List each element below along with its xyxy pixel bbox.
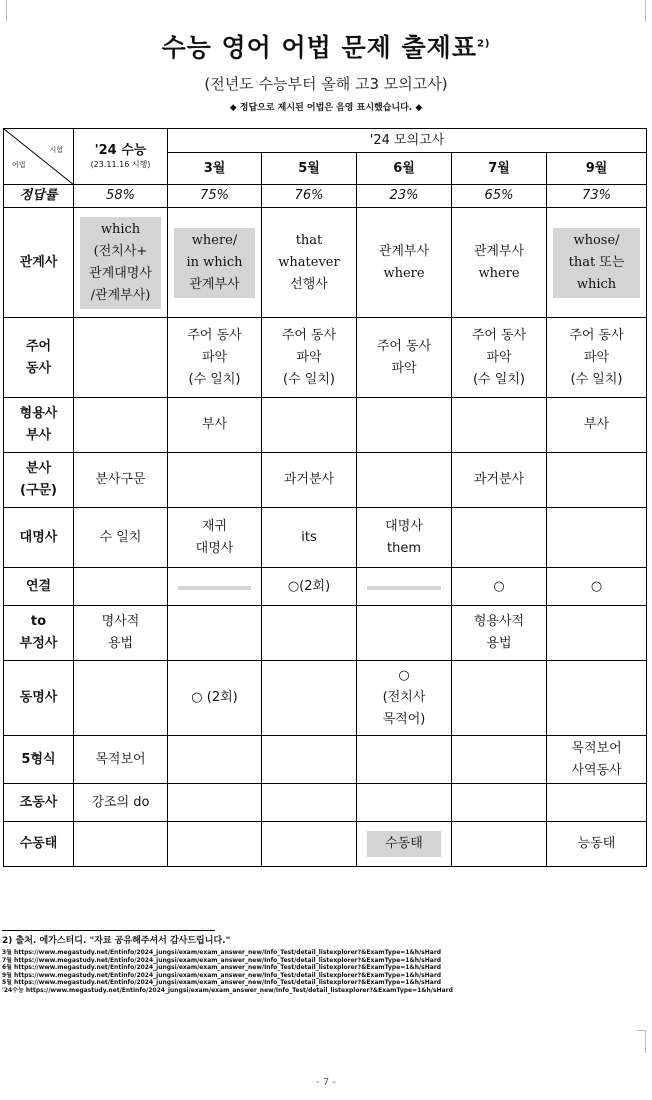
cell-text: 부사: [583, 417, 610, 432]
table-cell: [357, 208, 452, 318]
crop-mark-top-right: [637, 0, 646, 22]
cell-text: ○: [590, 578, 603, 594]
table-cell: [262, 784, 357, 822]
table-cell: [357, 453, 452, 508]
table-row: [4, 784, 647, 822]
table-cell: [357, 318, 452, 398]
table-cell: [547, 606, 647, 661]
row-label: 동명사: [4, 661, 74, 736]
table-cell: [262, 822, 357, 867]
table-cell: [74, 318, 168, 398]
table-cell: [547, 398, 647, 453]
table-row: [4, 508, 647, 568]
cell-text: 분사구문: [95, 472, 146, 487]
cell-text: 주어 동사 파악 (수 일치): [281, 327, 337, 387]
table-cell: [357, 822, 452, 867]
table-cell: [452, 606, 547, 661]
row-label: 수동태: [4, 822, 74, 867]
table-row: [4, 398, 647, 453]
cell-text: 부사: [201, 417, 228, 432]
table-cell: [547, 736, 647, 784]
cell-text: [367, 586, 441, 590]
table-row: [4, 318, 647, 398]
cell-text: 주어 동사 파악 (수 일치): [471, 327, 527, 387]
cell-text: ○(2회): [287, 578, 331, 594]
cell-text: [178, 586, 251, 590]
source-line: 9월 https://www.megastudy.net/Entinfo/2024_jungsi/exam/exam_answer_new/Info_Test/detail_listexplorer?&ExamType=1&h/sHard: [2, 971, 442, 979]
cell-text: 주어 동사 파악 (수 일치): [187, 327, 242, 387]
table-cell: [74, 822, 168, 867]
source-line: 7월 https://www.megastudy.net/Entinfo/2024_jungsi/exam/exam_answer_new/Info_Test/detail_listexplorer?&ExamType=1&h/sHard: [2, 956, 442, 964]
cell-text: 명사적 용법: [101, 614, 140, 651]
table-cell: [168, 318, 262, 398]
table-row: [4, 822, 647, 867]
table-cell: [74, 661, 168, 736]
table-row: [4, 606, 647, 661]
table-cell: [168, 208, 262, 318]
table-cell: [452, 453, 547, 508]
table-cell: [547, 822, 647, 867]
source-line: 5월 https://www.megastudy.net/Entinfo/2024_jungsi/exam/exam_answer_new/Info_Test/detail_listexplorer?&ExamType=1&h/sHard: [2, 979, 442, 987]
table-cell: [168, 736, 262, 784]
grammar-table: [3, 128, 647, 867]
cell-text: 목적보어 사역동사: [571, 740, 622, 778]
row-label: 형용사 부사: [4, 398, 74, 453]
table-cell: [168, 784, 262, 822]
table-cell: [452, 784, 547, 822]
table-cell: [262, 661, 357, 736]
row-label: 관계사: [4, 208, 74, 318]
table-cell: [357, 736, 452, 784]
cell-text: 형용사적 용법: [473, 614, 525, 651]
source-line: '24수능 https://www.megastudy.net/Entinfo/2024_jungsi/exam/exam_answer_new/Info_Test/detail_listexplorer?&ExamType=1&h/sHard: [2, 986, 453, 994]
table-cell: [74, 398, 168, 453]
cell-text: 능동태: [577, 836, 616, 851]
table-cell: [452, 318, 547, 398]
table-cell: [74, 736, 168, 784]
table-cell: [452, 736, 547, 784]
crop-mark-bottom-right: [637, 1030, 646, 1053]
table-cell: [168, 661, 262, 736]
table-cell: [74, 606, 168, 661]
row-label: 주어 동사: [4, 318, 74, 398]
cell-text: 과거분사: [473, 472, 525, 487]
cell-text: 수 일치: [99, 529, 142, 545]
table-cell: [357, 661, 452, 736]
rate-value: 65%: [452, 185, 547, 208]
footnote: [2, 930, 642, 995]
table-cell: [452, 208, 547, 318]
cell-text: 수동태: [367, 831, 441, 857]
shading-note: ◆ 정답으로 제시된 어법은 음영 표시했습니다. ◆: [229, 103, 423, 113]
cell-text: 관계부사 where: [473, 243, 525, 281]
cell-text: 관계부사 where: [378, 243, 430, 281]
footnote-rule: [2, 930, 215, 931]
table-cell: [74, 208, 168, 318]
table-cell: [262, 736, 357, 784]
table-row: [4, 661, 647, 736]
cell-text: ○: [493, 578, 505, 594]
rate-value: 75%: [168, 185, 262, 208]
table-cell: [452, 398, 547, 453]
table-row: [4, 736, 647, 784]
table-cell: [547, 453, 647, 508]
page-number: - 7 -: [316, 1077, 336, 1088]
cell-text: 강조의 do: [91, 794, 150, 810]
month-header: 6월: [357, 153, 452, 185]
table-cell: [262, 318, 357, 398]
page-title: 수능 영어 어법 문제 출제표$^{2)}$: [161, 33, 491, 62]
source-line: 3월 https://www.megastudy.net/Entinfo/2024_jungsi/exam/exam_answer_new/Info_Test/detail_listexplorer?&ExamType=1&h/sHard: [2, 949, 442, 956]
cell-text: ○ (2회): [191, 690, 238, 705]
rate-value: 76%: [262, 185, 357, 208]
cell-text: 대명사 them: [385, 518, 423, 556]
table-cell: [452, 822, 547, 867]
header-mock: '24 모의고사: [168, 129, 647, 153]
table-cell: [262, 606, 357, 661]
page-subtitle: (전년도 수능부터 올해 고3 모의고사): [204, 75, 448, 93]
cell-text: 목적보어: [95, 751, 146, 767]
table-cell: [547, 784, 647, 822]
table-cell: [262, 208, 357, 318]
title-footnote-mark: 2): [476, 38, 491, 50]
footnote-text: 2) 출처. 에가스터디. "자료 공유해주셔서 감사드립니다.": [2, 936, 231, 946]
corner-header-cell: [4, 129, 74, 185]
table-cell: [547, 508, 647, 568]
cell-text: 재귀 대명사: [195, 518, 234, 556]
table-cell: [452, 568, 547, 606]
table-cell: [262, 453, 357, 508]
table-cell: [74, 508, 168, 568]
row-label: 대명사: [4, 508, 74, 568]
month-header: 3월: [168, 153, 262, 185]
table-cell: [262, 568, 357, 606]
corner-label-grammar: 어법: [12, 161, 26, 169]
month-header: 7월: [452, 153, 547, 185]
table-cell: [357, 606, 452, 661]
table-cell: [452, 661, 547, 736]
table-cell: [547, 318, 647, 398]
header-suneung: '24 수능 (23.11.16 시행): [74, 129, 168, 185]
cell-text: 과거분사: [283, 472, 335, 487]
table-cell: [168, 606, 262, 661]
cell-text: its: [301, 529, 317, 545]
row-label: 5형식: [4, 736, 74, 784]
table-cell: [262, 398, 357, 453]
cell-text: ○ (전치사 목적어): [382, 668, 426, 727]
table-row: [4, 453, 647, 508]
table-cell: [547, 208, 647, 318]
source-line: 6월 https://www.megastudy.net/Entinfo/2024_jungsi/exam/exam_answer_new/Info_Test/detail_listexplorer?&ExamType=1&h/sHard: [2, 964, 442, 972]
table-row: [4, 568, 647, 606]
row-label: to 부정사: [4, 606, 74, 661]
table-cell: [357, 508, 452, 568]
table-cell: [357, 568, 452, 606]
footnote-sources: [2, 949, 642, 995]
table-cell: [74, 568, 168, 606]
header-suneung-date: (23.11.16 시행): [90, 160, 151, 169]
corner-label-exam: 시험: [49, 146, 63, 154]
rate-value: 23%: [357, 185, 452, 208]
cell-text: whose/ that 또는 which: [553, 228, 640, 298]
cell-text: that whatever 선행사: [278, 232, 340, 292]
cell-text: which (전치사+ 관계대명사 /관계부사): [80, 217, 161, 309]
table-cell: [168, 398, 262, 453]
row-label: 연결: [4, 568, 74, 606]
table-row: [4, 208, 647, 318]
cell-text: 주어 동사 파악: [376, 338, 432, 376]
table-cell: [168, 453, 262, 508]
rate-value: 58%: [74, 185, 168, 208]
row-label: 분사 (구문): [4, 453, 74, 508]
table-cell: [357, 398, 452, 453]
rate-label: 정답률: [4, 185, 74, 208]
table-cell: [262, 508, 357, 568]
table-cell: [74, 784, 168, 822]
row-label: 조동사: [4, 784, 74, 822]
table-cell: [452, 508, 547, 568]
table-cell: [547, 568, 647, 606]
cell-text: 주어 동사 파악 (수 일치): [569, 327, 624, 387]
table-cell: [74, 453, 168, 508]
table-cell: [168, 508, 262, 568]
month-header: 5월: [262, 153, 357, 185]
table-cell: [357, 784, 452, 822]
rate-value: 73%: [547, 185, 647, 208]
table-cell: [168, 822, 262, 867]
table-cell: [547, 661, 647, 736]
table-cell: [168, 568, 262, 606]
crop-mark-top-left: [6, 0, 15, 22]
cell-text: where/ in which 관계부사: [174, 228, 255, 298]
month-header: 9월: [547, 153, 647, 185]
